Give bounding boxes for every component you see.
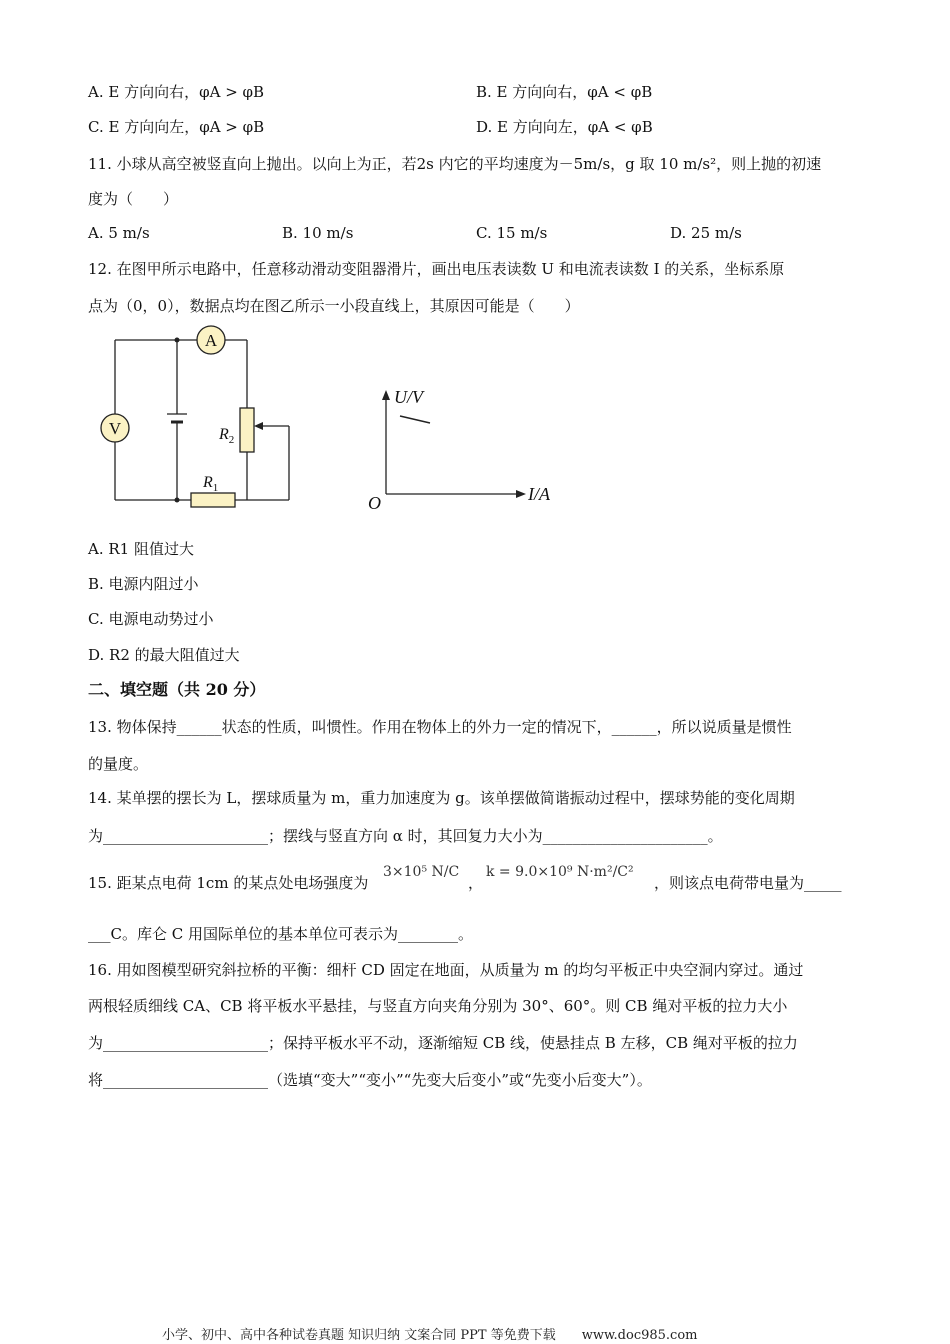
q16-line1: 16. 用如图模型研究斜拉桥的平衡：细杆 CD 固定在地面，从质量为 m 的均匀平板正中央空洞内穿过。通过 <box>88 961 804 979</box>
q15-line1-a: 15. 距某点电荷 1cm 的某点处电场强度为 <box>88 874 369 892</box>
q11-option-d: D. 25 m/s <box>670 224 742 242</box>
q11-stem-line1: 11. 小球从高空被竖直向上抛出。以向上为正，若2s 内它的平均速度为－5m/s，g 取 10 m/s²，则上抛的初速 <box>88 155 822 173</box>
u-i-graph <box>360 378 570 518</box>
r2-label: R <box>219 426 229 443</box>
voltmeter-label: V <box>108 419 122 438</box>
q11-option-a: A. 5 m/s <box>88 224 150 242</box>
q10-option-a: A. E 方向向右，φA > φB <box>88 83 265 101</box>
q11-option-c: C. 15 m/s <box>476 224 548 242</box>
y-axis-arrow-icon <box>382 390 390 400</box>
junction-dot-top <box>175 338 180 343</box>
q13-line2: 的量度。 <box>88 755 149 773</box>
q13-line1: 13. 物体保持______状态的性质，叫惯性。作用在物体上的外力一定的情况下，______，所以说质量是惯性 <box>88 718 792 736</box>
q15-line1-b: ，则该点电荷带电量为_____ <box>654 874 842 892</box>
r1-label: R <box>203 474 213 491</box>
q12-option-a: A. R1 阻值过大 <box>88 540 194 558</box>
r2-subscript: 2 <box>228 434 235 446</box>
q15-separator: ， <box>468 874 484 892</box>
rheostat-r2 <box>240 408 254 452</box>
ammeter-icon <box>197 326 225 354</box>
q16-line3: 为______________________；保持平板水平不动，逐渐缩短 CB 线，使悬挂点 B 左移，CB 绳对平板的拉力 <box>88 1034 798 1052</box>
page-footer: 小学、初中、高中各种试卷真题 知识归纳 文案合同 PPT 等免费下载 www.doc985.com <box>162 1328 698 1343</box>
r1-subscript: 1 <box>212 482 219 494</box>
q12-option-b: B. 电源内阻过小 <box>88 575 199 593</box>
q12-stem-line2: 点为（0，0），数据点均在图乙所示一小段直线上，其原因可能是（ ） <box>88 297 580 315</box>
q12-stem-line1: 12. 在图甲所示电路中，任意移动滑动变阻器滑片，画出电压表读数 U 和电流表读数 I 的关系，坐标系原 <box>88 260 785 278</box>
x-axis-label: I/A <box>528 484 550 504</box>
q15-line2: ___C。库仑 C 用国际单位的基本单位可表示为________。 <box>88 925 473 943</box>
q16-line2: 两根轻质细线 CA、CB 将平板水平悬挂，与竖直方向夹角分别为 30°、60°。则 CB 绳对平板的拉力大小 <box>88 997 788 1015</box>
q14-line2: 为______________________；摆线与竖直方向 α 时，其回复力大小为______________________。 <box>88 827 723 845</box>
q11-stem-line2: 度为（ ） <box>88 190 179 208</box>
y-axis-label: U/V <box>394 387 423 407</box>
x-axis-arrow-icon <box>516 490 526 498</box>
voltmeter-icon <box>101 414 129 442</box>
q12-option-d: D. R2 的最大阻值过大 <box>88 646 240 664</box>
junction-dot-bottom <box>175 498 180 503</box>
q15-field-strength-formula: 3×10⁵ N/C <box>383 864 460 880</box>
q10-option-b: B. E 方向向右，φA < φB <box>476 83 653 101</box>
data-segment <box>400 416 430 423</box>
slider-arrow-icon <box>254 422 263 430</box>
q12-option-c: C. 电源电动势过小 <box>88 610 214 628</box>
q15-coulomb-constant-formula: k = 9.0×10⁹ N·m²/C² <box>486 864 634 880</box>
resistor-r1 <box>191 493 235 507</box>
q10-option-d: D. E 方向向左，φA < φB <box>476 118 653 136</box>
q14-line1: 14. 某单摆的摆长为 L，摆球质量为 m，重力加速度为 g。该单摆做简谐振动过程中，摆球势能的变化周期 <box>88 789 795 807</box>
q11-option-b: B. 10 m/s <box>282 224 354 242</box>
svg-text:R1 <box>202 474 218 494</box>
q16-line4: 将______________________（选填“变大”“变小”“先变大后变小”或“先变小后变大”）。 <box>88 1071 652 1089</box>
q10-option-c: C. E 方向向左，φA > φB <box>88 118 265 136</box>
section-title: 二、填空题（共 20 分） <box>88 680 266 699</box>
svg-text:R2 <box>218 426 234 446</box>
origin-label: O <box>368 493 381 513</box>
circuit-diagram <box>95 322 305 517</box>
ammeter-label: A <box>204 331 218 350</box>
